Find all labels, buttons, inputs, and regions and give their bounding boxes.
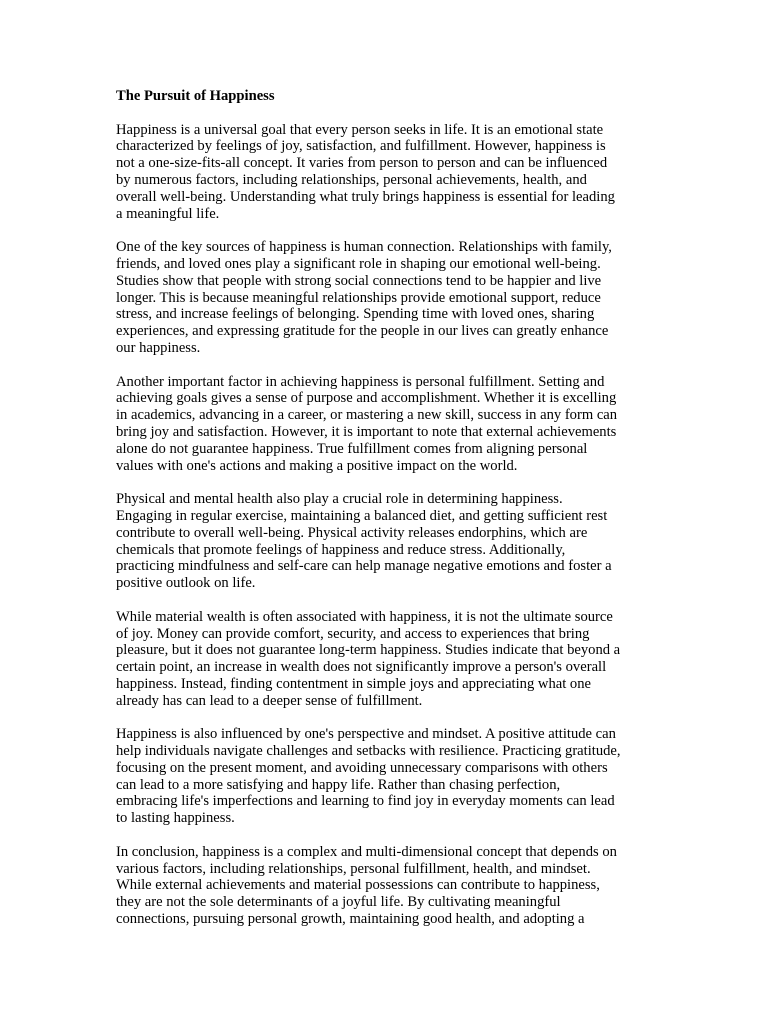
paragraph-line: practicing mindfulness and self-care can help manage negative emotions and foster a [116, 558, 612, 575]
body-paragraph [116, 491, 656, 592]
paragraph-line: bring joy and satisfaction. However, it is important to note that external achievements [116, 423, 617, 440]
paragraph-line: While material wealth is often associated with happiness, it is not the ultimate source [116, 608, 613, 625]
body-paragraph [116, 609, 656, 710]
paragraph-line: in academics, advancing in a career, or mastering a new skill, success in any form can [116, 407, 618, 424]
body-paragraph [116, 374, 656, 475]
paragraph-line: our happiness. [116, 339, 201, 356]
paragraph-line: One of the key sources of happiness is human connection. Relationships with family, [116, 239, 612, 256]
paragraph-line: characterized by feelings of joy, satisfaction, and fulfillment. However, happiness is [116, 138, 606, 155]
paragraph-line: by numerous factors, including relationships, personal achievements, health, and [116, 171, 587, 188]
paragraph-line: various factors, including relationships, personal fulfillment, health, and mindset. [116, 860, 591, 877]
paragraph-line: Another important factor in achieving happiness is personal fulfillment. Setting and [116, 373, 605, 390]
paragraph-line: overall well-being. Understanding what truly brings happiness is essential for leading [116, 188, 615, 205]
paragraph-line: longer. This is because meaningful relationships provide emotional support, reduce [116, 289, 601, 306]
document-body [116, 88, 656, 945]
paragraph-line: not a one-size-fits-all concept. It varies from person to person and can be influenced [116, 155, 608, 172]
paragraph-line: embracing life's imperfections and learning to find joy in everyday moments can lead [116, 793, 615, 810]
paragraph-line: Happiness is also influenced by one's perspective and mindset. A positive attitude can [116, 726, 616, 743]
paragraph-line: chemicals that promote feelings of happiness and reduce stress. Additionally, [116, 541, 566, 558]
body-paragraph [116, 726, 656, 827]
paragraph-list [116, 122, 656, 928]
paragraph-line: they are not the sole determinants of a joyful life. By cultivating meaningful [116, 894, 561, 911]
document-title: The Pursuit of Happiness [116, 88, 275, 104]
body-paragraph [116, 122, 656, 223]
paragraph-line: help individuals navigate challenges and setbacks with resilience. Practicing gratitude, [116, 743, 621, 760]
paragraph-line: can lead to a more satisfying and happy life. Rather than chasing perfection, [116, 776, 561, 793]
paragraph-line: contribute to overall well-being. Physical activity releases endorphins, which are [116, 524, 588, 541]
paragraph-line: to lasting happiness. [116, 810, 235, 827]
paragraph-line: pleasure, but it does not guarantee long-term happiness. Studies indicate that beyond a [116, 642, 621, 659]
paragraph-line: focusing on the present moment, and avoiding unnecessary comparisons with others [116, 759, 608, 776]
body-paragraph [116, 844, 656, 928]
paragraph-line: already has can lead to a deeper sense of fulfillment. [116, 692, 423, 709]
paragraph-line: Engaging in regular exercise, maintaining a balanced diet, and getting sufficient rest [116, 507, 608, 524]
paragraph-line: a meaningful life. [116, 205, 220, 222]
paragraph-line: connections, pursuing personal growth, maintaining good health, and adopting a [116, 911, 585, 928]
paragraph-line: stress, and increase feelings of belonging. Spending time with loved ones, sharing [116, 306, 595, 323]
paragraph-line: achieving goals gives a sense of purpose and accomplishment. Whether it is excelling [116, 390, 617, 407]
paragraph-line: Physical and mental health also play a crucial role in determining happiness. [116, 491, 563, 508]
paragraph-line: certain point, an increase in wealth does not significantly improve a person's overall [116, 659, 607, 676]
paragraph-line: happiness. Instead, finding contentment in simple joys and appreciating what one [116, 675, 591, 692]
body-paragraph [116, 239, 656, 357]
paragraph-line: friends, and loved ones play a significant role in shaping our emotional well-being. [116, 255, 601, 272]
paragraph-line: In conclusion, happiness is a complex and multi-dimensional concept that depends on [116, 843, 617, 860]
paragraph-line: of joy. Money can provide comfort, security, and access to experiences that bring [116, 625, 590, 642]
paragraph-line: Happiness is a universal goal that every person seeks in life. It is an emotional state [116, 121, 604, 138]
paragraph-line: experiences, and expressing gratitude for the people in our lives can greatly enhance [116, 323, 609, 340]
paragraph-line: While external achievements and material possessions can contribute to happiness, [116, 877, 600, 894]
paragraph-line: alone do not guarantee happiness. True fulfillment comes from aligning personal [116, 440, 588, 457]
paragraph-line: values with one's actions and making a positive impact on the world. [116, 457, 518, 474]
paragraph-line: Studies show that people with strong social connections tend to be happier and live [116, 272, 602, 289]
paragraph-line: positive outlook on life. [116, 575, 256, 592]
